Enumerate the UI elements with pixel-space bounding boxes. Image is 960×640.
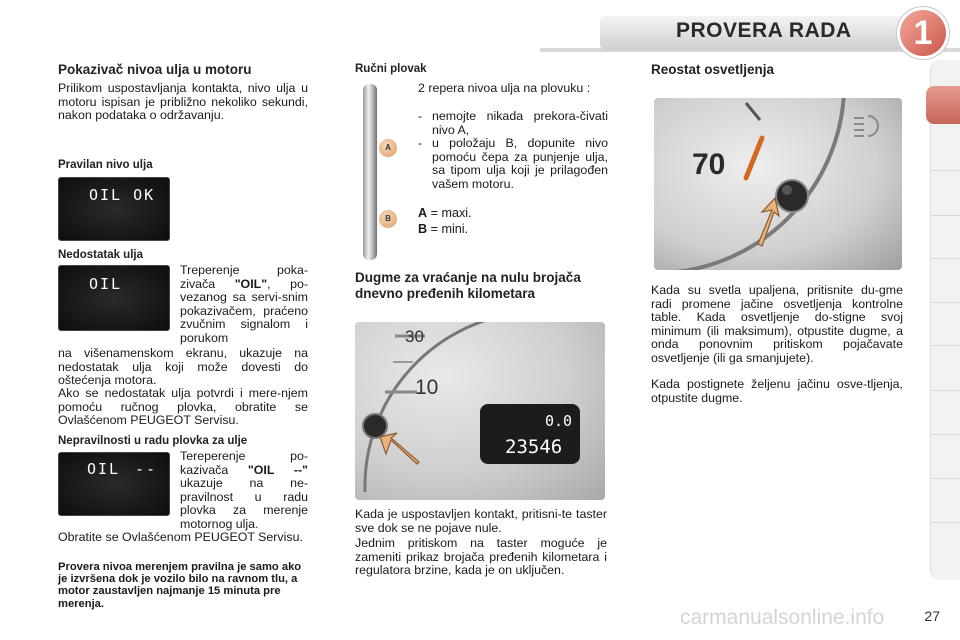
trip-reset-photo — [355, 322, 605, 500]
legend-min-key: B — [418, 222, 428, 236]
legend-max — [418, 205, 538, 221]
dipstick-fault-text-start: Tereperenje po-kazivača — [180, 449, 308, 477]
chapter-tab-divider — [930, 302, 960, 303]
page-number: 27 — [924, 608, 940, 624]
chapter-tab-divider — [930, 215, 960, 216]
normal-level-heading: Pravilan nivo ulja — [58, 159, 153, 171]
list-item-text: nemojte nikada prekora-čivati nivo A, — [432, 109, 608, 137]
list-item: - nemojte nikada prekora-čivati nivo A, — [418, 109, 608, 137]
rheostat-text-1: Kada su svetla upaljena, pritisnite du-gme radi promene jačine osvetljenja kontrolne table. Kada osvetljenje do-stigne svoj minimum (ili maksimum), otpustite dugme, a onda ponovnim pritiskom pojačavate osvetljenje (ili ga smanjujete). — [651, 283, 903, 365]
legend-min — [418, 221, 538, 237]
dipstick-mark-a: A — [379, 139, 397, 157]
rheostat-heading: Reostat osvetljenja — [651, 62, 775, 77]
odometer-reading: 23546 — [505, 436, 563, 458]
gauge-label-30: 30 — [405, 327, 424, 346]
arrow-icon — [758, 198, 779, 246]
trip-reading: 0.0 — [545, 412, 573, 430]
chapter-tab-divider — [930, 170, 960, 171]
chapter-tab-divider — [930, 390, 960, 391]
low-oil-text — [180, 264, 308, 345]
dipstick-fault-text — [180, 450, 308, 531]
trip-reset-text-1: Kada je uspostavljen kontakt, pritisni-te taster sve dok se ne pojave nule. — [355, 507, 607, 535]
arrow-icon — [380, 433, 419, 464]
headlamp-icon — [854, 116, 878, 136]
oil-ok-display — [58, 177, 170, 241]
odometer-illustration — [355, 322, 605, 500]
oil-indicator-intro: Prilikom uspostavljanja kontakta, nivo ulja u motoru ispisan je približno nekoliko sekundi, nakon podataka o održavanju. — [58, 81, 308, 122]
dipstick-instructions — [418, 110, 608, 191]
low-oil-confirm-text: Ako se nedostatak ulja potvrdi i mere-njem pomoću ručnog plovka, obratite se Ovlašćenom PEUGEOT Servisu. — [58, 386, 308, 427]
gauge-label-10: 10 — [415, 376, 439, 399]
speed-label-70: 70 — [692, 148, 726, 181]
trip-reset-knob — [363, 414, 387, 438]
trip-reset-heading: Dugme za vraćanje na nulu brojača dnevno pređenih kilometara — [355, 270, 581, 301]
dipstick-fault-text-continued: Obratite se Ovlašćenom PEUGEOT Servisu. — [58, 530, 303, 544]
chapter-tabs — [930, 60, 960, 580]
legend-max-key: A — [418, 206, 428, 220]
watermark: carmanualsonline.info — [680, 606, 885, 629]
oil-indicator-heading: Pokazivač nivoa ulja u motoru — [58, 62, 252, 77]
low-oil-heading: Nedostatak ulja — [58, 249, 143, 261]
rheostat-knob — [776, 180, 808, 212]
chapter-tab-divider — [930, 434, 960, 435]
oil-low-display — [58, 265, 170, 331]
oil-fault-display — [58, 452, 170, 516]
gauge-needle — [746, 138, 762, 178]
dipstick-heading: Ručni plovak — [355, 63, 427, 75]
low-oil-text-continued: na višenamenskom ekranu, ukazuje na nedostatak ulja koji može dovesti do oštećenja motora. — [58, 346, 308, 387]
page-title: PROVERA RADA — [676, 19, 852, 42]
list-item: - u položaju B, dopunite nivo pomoću čepa za punjenje ulja, sa tipom ulja koji je prilagođen vašem motoru. — [418, 136, 608, 191]
oil-low-display-text: OIL — [89, 275, 123, 293]
dipstick-image — [363, 84, 377, 260]
dipstick-mark-b: B — [379, 210, 397, 228]
chapter-tab-divider — [930, 345, 960, 346]
low-oil-text-end: , po-vezanog sa servi-snim pokazivačem, praćeno zvučnim signalom i porukom — [180, 276, 308, 345]
dipstick-fault-heading: Nepravilnosti u radu plovka za ulje — [58, 435, 248, 447]
oil-fault-display-text: OIL — [87, 460, 121, 478]
chapter-tab-divider — [930, 258, 960, 259]
chapter-badge: 1 — [900, 10, 946, 56]
rheostat-text-2: Kada postignete željenu jačinu osve-tljenja, otpustite dugme. — [651, 377, 903, 405]
dipstick-fault-text-end: ukazuje na ne-pravilnost u radu plovka za merenje motornog ulja. — [180, 476, 308, 531]
low-oil-text-start: Treperenje poka-zivača — [180, 263, 308, 291]
oil-ok-display-text: OIL OK — [89, 186, 156, 204]
dipstick-intro: 2 repera nivoa ulja na plovuku : — [418, 81, 591, 95]
oil-fault-display-dashes: -- — [135, 460, 158, 478]
oil-code: "OIL" — [234, 276, 268, 291]
chapter-tab-divider — [930, 478, 960, 479]
trip-reset-text-2: Jednim pritiskom na taster moguće je zameniti prikaz brojača pređenih kilometara i regulatora brzine, kada je on uključen. — [355, 536, 607, 577]
chapter-tab-active[interactable] — [926, 86, 960, 124]
list-item-text: u položaju B, dopunite nivo pomoću čepa za punjenje ulja, sa tipom ulja koji je prilagođen vašem motoru. — [432, 136, 608, 191]
legend-min-value: = mini. — [430, 222, 469, 236]
chapter-tab-divider — [930, 522, 960, 523]
oil-fault-code: "OIL --" — [247, 462, 308, 477]
measurement-note: Provera nivoa merenjem pravilna je samo ako je izvršena dok je vozilo bilo na ravnom tlu, a motor zaustavljen najmanje 15 minuta pre merenja. — [58, 561, 302, 610]
legend-max-value: = maxi. — [430, 206, 472, 220]
rheostat-photo — [654, 98, 902, 270]
dashboard-illustration — [654, 98, 902, 270]
